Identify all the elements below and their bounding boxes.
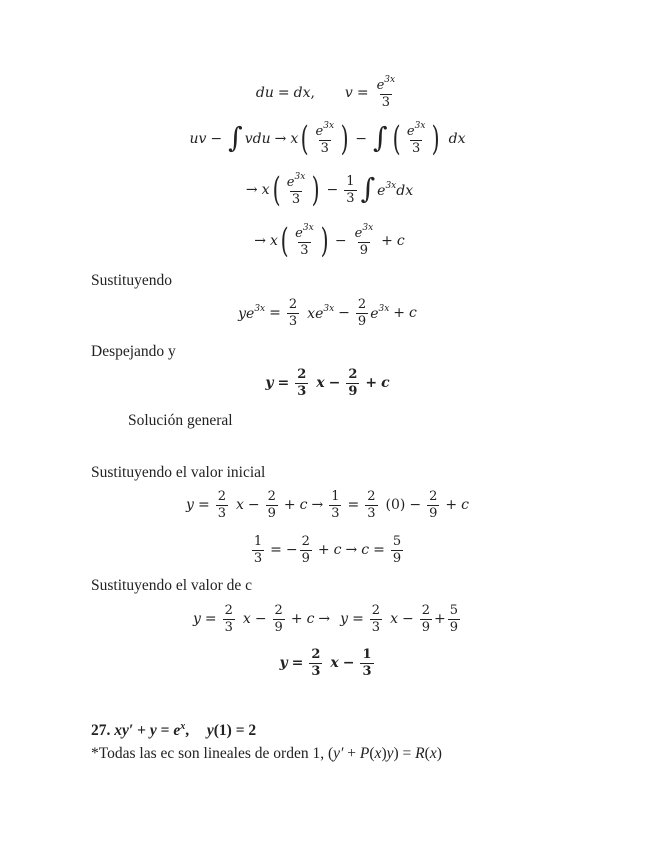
- fraction: $\frac{2}{3}$: [297, 367, 307, 399]
- fraction: $\frac{e^{3x}}{3}$: [295, 223, 314, 258]
- fraction: $\frac{2}{9}$: [421, 603, 430, 635]
- label-valor-c: Sustituyendo el valor de c: [91, 577, 252, 594]
- fraction: $\frac{2}{3}$: [367, 489, 376, 521]
- equation-solve-c: $\frac{1}{3}$ = − $\frac{2}{9}$ + c → c = $\frac{5}{9}$: [253, 534, 402, 566]
- equation-substitute-c: y = $\frac{2}{3}$ x − $\frac{2}{9}$ + c → y = $\frac{2}{3}$ x − $\frac{2}{9}$ + $\frac{5}{9}$: [192, 603, 459, 635]
- integral-sign: ∫: [228, 121, 243, 154]
- label-solucion-general: Solución general: [128, 412, 233, 429]
- fraction: $\frac{2}{9}$: [357, 297, 367, 329]
- fraction: $\frac{e^{3x}}{9}$: [354, 223, 374, 258]
- label-sustituyendo: Sustituyendo: [91, 272, 172, 289]
- fraction: $\frac{2}{3}$: [371, 603, 381, 635]
- fraction: $\frac{e^{3x}}{3}$: [286, 172, 306, 207]
- equation-integration-by-parts: uv − ∫ vdu → x ( $\frac{e^{3x}}{3}$ ) − ∫ ( $\frac{e^{3x}}{3}$ ) dx: [189, 119, 466, 159]
- du-term: du: [255, 84, 274, 101]
- fraction: $\frac{1}{3}$: [346, 173, 355, 206]
- label-despejando: Despejando y: [91, 343, 176, 360]
- equation-particular-solution: y = $\frac{2}{3}$ x − $\frac{1}{3}$: [279, 647, 372, 679]
- fraction: $\frac{2}{3}$: [288, 297, 298, 329]
- equation-step-3: → x ( $\frac{e^{3x}}{3}$ ) − $\frac{1}{3}$ ∫ $e^{3x}dx$: [245, 170, 414, 210]
- fraction: $\frac{2}{9}$: [274, 603, 283, 635]
- integral-sign: ∫: [373, 121, 388, 154]
- fraction: $\frac{2}{9}$: [348, 367, 358, 399]
- note-linear-equations: *Todas las ec son lineales de orden 1, (y′ + P(x)y) = R(x): [91, 745, 442, 762]
- integral-sign: ∫: [360, 172, 376, 205]
- fraction: $\frac{e^{3x}}{3}$: [376, 75, 396, 110]
- fraction: $\frac{1}{3}$: [362, 647, 372, 679]
- equation-step-4: → x ( $\frac{e^{3x}}{3}$ ) − $\frac{e^{3x}}{9}$ + c: [254, 221, 405, 261]
- fraction: $\frac{5}{9}$: [392, 534, 402, 566]
- fraction: $\frac{2}{9}$: [267, 489, 276, 521]
- fraction: $\frac{e^{3x}}{3}$: [406, 121, 426, 156]
- fraction: $\frac{1}{3}$: [253, 534, 263, 566]
- fraction: $\frac{2}{3}$: [311, 647, 321, 679]
- equation-initial-value: y = $\frac{2}{3}$ x − $\frac{2}{9}$ + c → $\frac{1}{3}$ = $\frac{2}{3}$ (0) − $\frac{2}{9}$ + c: [186, 489, 469, 521]
- equation-general-solution: y = $\frac{2}{3}$ x − $\frac{2}{9}$ + c: [265, 367, 390, 399]
- label-valor-inicial: Sustituyendo el valor inicial: [91, 464, 266, 481]
- fraction: $\frac{2}{9}$: [429, 489, 438, 521]
- equation-substitution: $ye^{3x}$ = $\frac{2}{3}$ $xe^{3x}$ − $\frac{2}{9}$ $e^{3x}$ + c: [238, 297, 417, 329]
- fraction: $\frac{e^{3x}}{3}$: [315, 121, 335, 156]
- fraction: $\frac{1}{3}$: [331, 489, 340, 521]
- equation-du-v: du = dx , v = $\frac{e^{3x}}{3}$: [255, 75, 396, 110]
- fraction: $\frac{2}{3}$: [224, 603, 233, 635]
- fraction: $\frac{2}{3}$: [217, 489, 226, 521]
- problem-27-heading: 27. $xy' + y = e^x$, y(1) = 2: [91, 721, 257, 740]
- fraction: $\frac{5}{9}$: [449, 603, 459, 635]
- fraction: $\frac{2}{9}$: [301, 534, 310, 566]
